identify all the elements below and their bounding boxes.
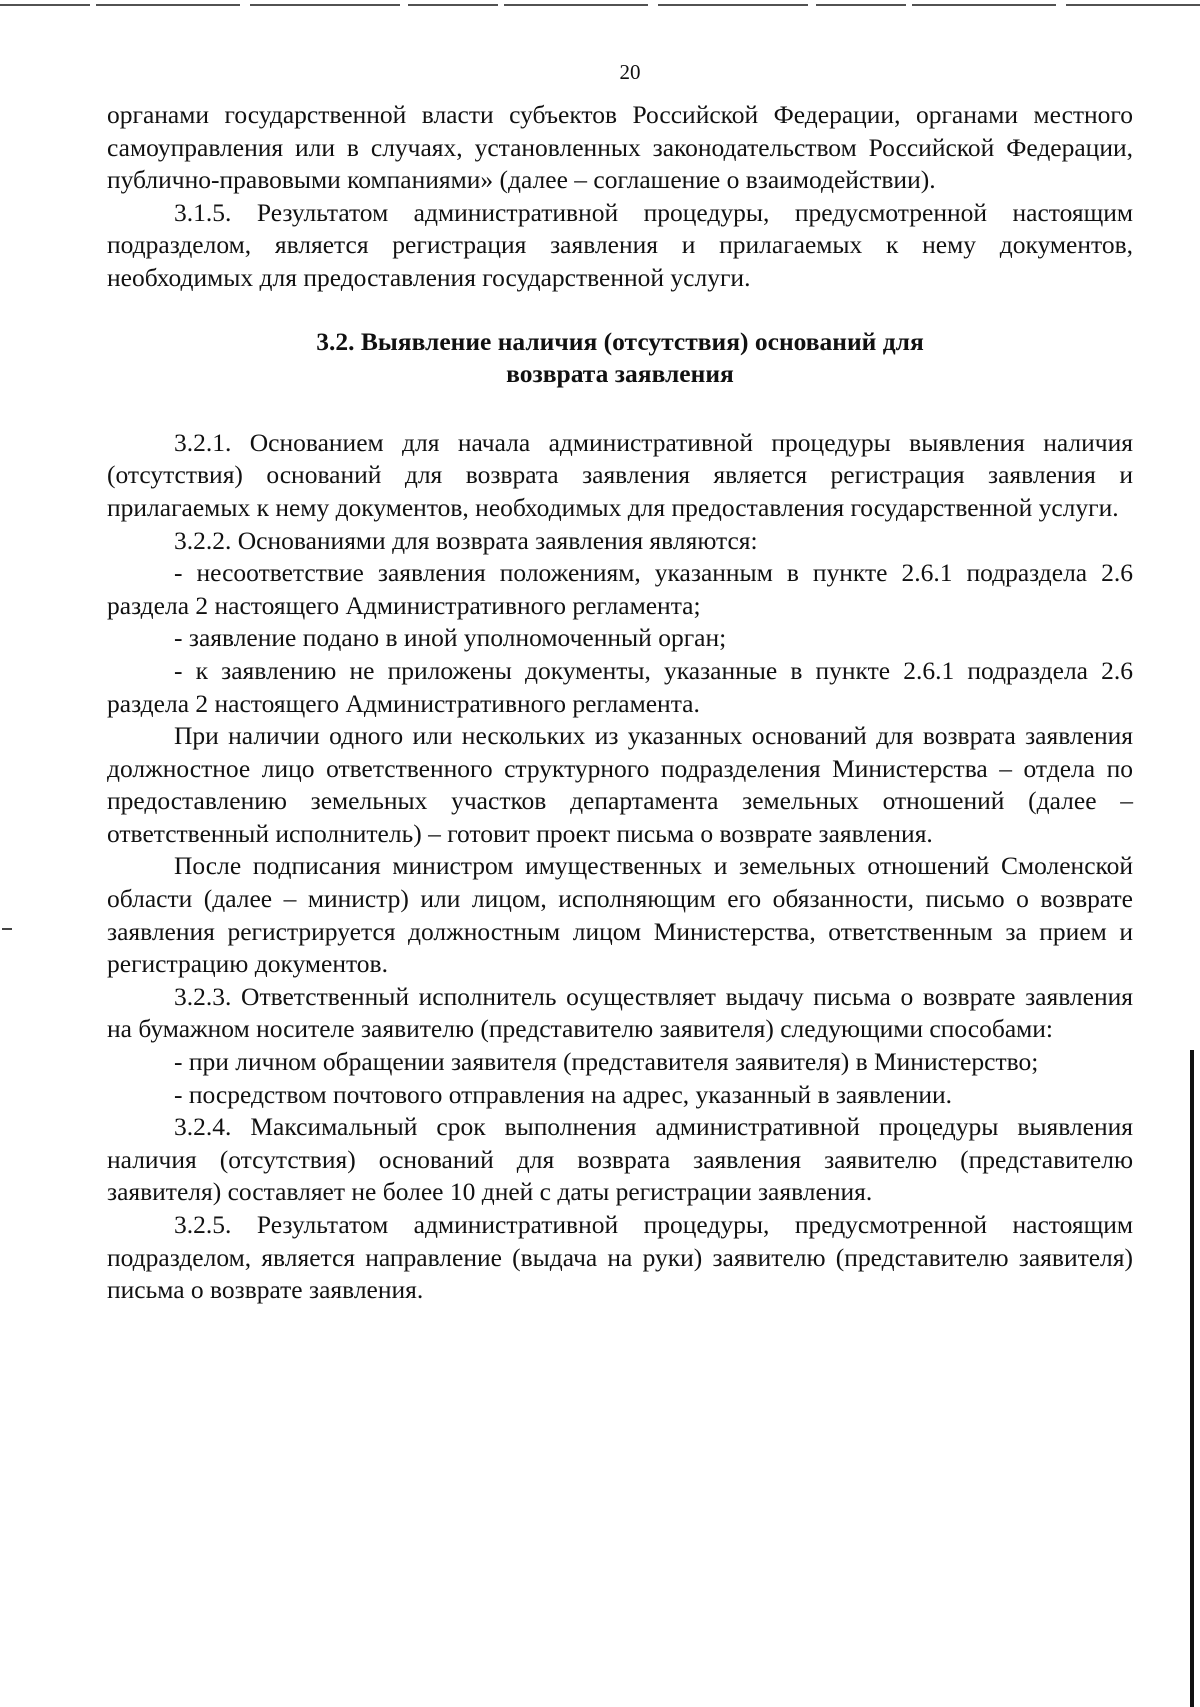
scan-mark-left: [2, 928, 12, 930]
paragraph-3-1-5: 3.1.5. Результатом административной процедуры, предусмотренной настоящим подразделом, является регистрация заявления и прилагаемых к нему документов, необходимых для предоставления государственной услуги.: [107, 197, 1133, 292]
section-heading-line-1: 3.2. Выявление наличия (отсутствия) оснований для: [316, 326, 924, 356]
section-heading-line-2: возврата заявления: [506, 359, 734, 389]
list-item-delivery-2: - посредством почтового отправления на адрес, указанный в заявлении.: [174, 1079, 953, 1109]
paragraph-letter-registration: После подписания министром имущественных и земельных отношений Смоленской области (далее – министр) или лицом, исполняющим его обязанности, письмо о возврате заявления регистрируется должностным лицом Министерства, ответственным за прием и регистрацию документов.: [107, 851, 1133, 979]
paragraph-3-2-3: 3.2.3. Ответственный исполнитель осуществляет выдачу письма о возврате заявления на бумажном носителе заявителю (представителю заявителя) следующими способами:: [107, 981, 1133, 1044]
paragraph-3-2-2: 3.2.2. Основаниями для возврата заявления являются:: [174, 525, 758, 555]
paragraph-3-2-1: 3.2.1. Основанием для начала административной процедуры выявления наличия (отсутствия) оснований для возврата заявления является регистрация заявления и прилагаемых к нему документов, необходимых для предоставления государственной услуги.: [107, 427, 1133, 522]
paragraph-3-2-5: 3.2.5. Результатом административной процедуры, предусмотренной настоящим подразделом, является направление (выдача на руки) заявителю (представителю заявителя) письма о возврате заявления.: [107, 1210, 1133, 1305]
list-item-delivery-1: - при личном обращении заявителя (представителя заявителя) в Министерство;: [174, 1047, 1039, 1077]
paragraph-responsible-executor: При наличии одного или нескольких из указанных оснований для возврата заявления должностное лицо ответственного структурного подразделения Министерства – отдела по предоставлению земельных участков департамента земельных отношений (далее – ответственный исполнитель) – готовит проект письма о возврате заявления.: [107, 721, 1133, 848]
paragraph-3-2-4: 3.2.4. Максимальный срок выполнения административной процедуры выявления наличия (отсутствия) оснований для возврата заявления заявителю (представителю заявителя) составляет не более 10 дней с даты регистрации заявления.: [107, 1112, 1133, 1207]
section-heading-3-2: [107, 326, 1133, 391]
list-item-grounds-2: - заявление подано в иной уполномоченный орган;: [174, 623, 727, 653]
paragraph-continuation: органами государственной власти субъектов Российской Федерации, органами местного самоуправления или в случаях, установленных законодательством Российской Федерации, публично-правовыми компаниями» (далее – соглашение о взаимодействии).: [107, 100, 1133, 195]
list-item-grounds-1: - несоответствие заявления положениям, указанным в пункте 2.6.1 подраздела 2.6 раздела 2 настоящего Административного регламента;: [107, 558, 1133, 620]
scan-edge-right: [1190, 1050, 1194, 1707]
scan-edge-top: [0, 4, 1200, 6]
list-item-grounds-3: - к заявлению не приложены документы, указанные в пункте 2.6.1 подраздела 2.6 раздела 2 настоящего Административного регламента.: [107, 655, 1133, 718]
page-number: 20: [619, 60, 641, 84]
document-page: [107, 60, 1133, 1307]
